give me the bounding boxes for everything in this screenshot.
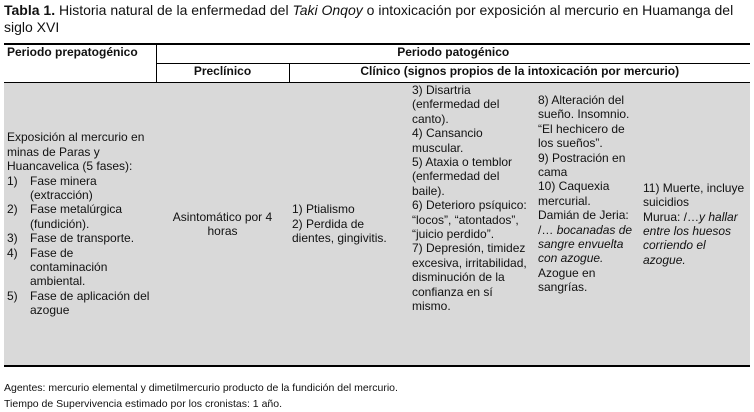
header-clinico: Clínico (signos propios de la intoxicación por mercurio) xyxy=(360,64,680,78)
header-preclinico: Preclínico xyxy=(156,64,289,83)
footnotes xyxy=(4,380,398,412)
exposicion-intro: Exposición al mercurio en minas de Paras y Huancavelica (5 fases): xyxy=(7,130,145,174)
caption-text-italic: Taki Onqoy xyxy=(292,2,363,18)
cell-clinico-4: 11) Muerte, incluye suicidios Murua: /…y hallar entre los huesos corriendo el azogue. xyxy=(640,83,750,367)
header-patogenico: Periodo patogénico xyxy=(156,44,750,64)
phase-item: 3) Fase de transporte. xyxy=(7,231,135,246)
caption-label: Tabla 1. xyxy=(4,2,56,18)
footnote-agentes: Agentes: mercurio elemental y dimetilmercurio producto de la fundición del mercurio. xyxy=(4,382,398,394)
phase-item: 1) Fase minera (extracción) xyxy=(7,173,97,202)
footnote-supervivencia: Tiempo de Supervivencia estimado por los cronistas: 1 año. xyxy=(4,398,283,410)
phases-list xyxy=(7,174,153,318)
cell-exposicion xyxy=(4,83,156,367)
natural-history-table xyxy=(4,43,750,367)
table-caption xyxy=(4,2,752,36)
cell-clinico-3: 8) Alteración del sueño. Insomnio. “El hechicero de los sueños”. 9) Postración en cama 10) Caquexia mercurial. Damián de Jeria: /… bocanadas de sangre envuelta con azogue. Azogue en sangrías. xyxy=(535,83,640,367)
header-prepatogenico: Periodo prepatogénico xyxy=(4,44,156,83)
phase-item: 2) Fase metalúrgica (fundición). xyxy=(7,202,123,231)
caption-text-post: o intoxicación por exposición al mercurio en Huamanga del siglo XVI xyxy=(4,2,734,35)
phase-item: 4) Fase de contaminación ambiental. xyxy=(7,245,108,289)
cell-clinico-2: 3) Disartria (enfermedad del canto). 4) Cansancio muscular. 5) Ataxia o temblor (enfermedad del baile). 6) Deterioro psíquico: “locos”, “atontados”, “juicio perdido”. 7) Depresión, timidez excesiva, irritabilidad, disminución de la confianza en sí mismo. xyxy=(409,83,535,367)
cell-preclinico: Asintomático por 4 horas xyxy=(156,83,289,367)
phase-item: 5) Fase de aplicación del azogue xyxy=(7,288,150,318)
caption-text-pre: Historia natural de la enfermedad del xyxy=(55,2,293,18)
cell-clinico-1: 1) Ptialismo 2) Perdida de dientes, gingivitis. xyxy=(289,83,409,367)
